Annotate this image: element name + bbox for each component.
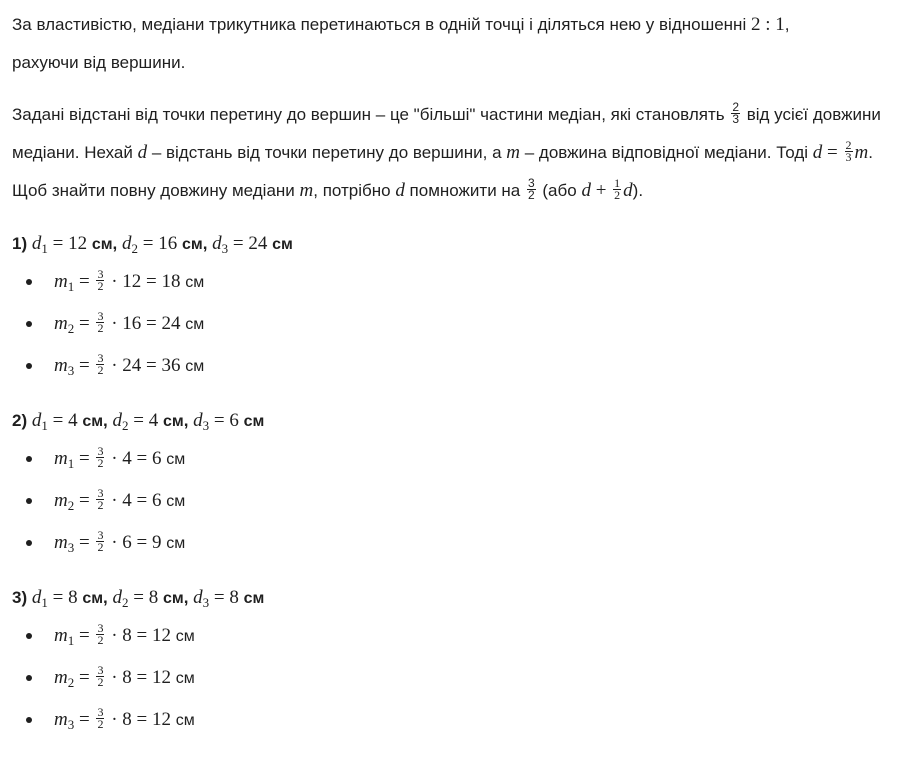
result: 6 [152,448,162,469]
denominator: 2 [97,633,104,648]
bullet-icon [26,675,32,681]
var-m: m [54,532,68,553]
var-m: m [299,180,314,201]
eq-sign: = [128,587,149,608]
unit: см [181,236,203,253]
intro-paragraph-1 [12,6,896,82]
numerator: 3 [97,267,104,282]
list-item [12,303,896,345]
d-value: 8 [148,587,159,608]
unit: см [162,413,184,430]
denominator: 2 [97,498,104,513]
unit: см [175,670,195,687]
text: – відстань від точки перетину до вершини, а [147,143,507,162]
d-value: 16 [158,233,178,254]
factor: 12 [122,271,142,292]
var-d: d [193,587,203,608]
eq-sign: = [131,490,152,511]
subscript: 3 [221,241,229,256]
dot: · [106,667,123,688]
result: 24 [161,313,181,334]
denominator: 2 [97,363,104,378]
section-label: 1) [12,234,28,253]
denominator: 2 [97,279,104,294]
result: 6 [152,490,162,511]
bullet-icon [26,363,32,369]
fraction [96,707,104,730]
var-d: d [581,180,591,201]
unit: см [166,451,186,468]
var-d: d [112,587,122,608]
section-heading [12,230,896,259]
bullet-icon [26,498,32,504]
text: від усієї довжини медіани. Нехай [12,105,881,162]
numerator: 3 [97,621,104,636]
unit: см [243,413,265,430]
unit: см [82,413,104,430]
subscript: 1 [67,633,75,648]
var-m: m [54,667,68,688]
separator: , [103,411,113,430]
unit: см [272,236,293,253]
eq-sign: = [74,709,95,730]
subscript: 1 [41,418,48,433]
var-m: m [54,355,68,376]
unit: см [162,590,184,607]
section-2 [12,407,896,564]
section-heading [12,584,896,613]
eq-sign: = [131,667,152,688]
eq-sign: = [74,667,95,688]
list-item [12,345,896,387]
plus-sign: + [590,180,612,201]
eq-sign: = [228,233,249,254]
unit: см [166,493,186,510]
d-value: 12 [68,233,88,254]
d-value: 4 [148,410,159,431]
d-value: 8 [68,587,78,608]
factor: 8 [122,667,132,688]
denominator: 2 [97,456,104,471]
unit: см [185,316,205,333]
fraction [96,530,104,553]
fraction-two-thirds [731,102,740,125]
factor: 8 [122,625,132,646]
fraction [96,446,104,469]
result: 18 [161,271,181,292]
var-d: d [812,142,823,163]
result: 9 [152,532,162,553]
denominator: 2 [97,717,104,732]
eq-sign: = [822,142,843,163]
factor: 4 [122,490,132,511]
denominator: 3 [732,112,739,127]
dot: · [106,709,123,730]
fraction [96,665,104,688]
section-3 [12,584,896,741]
numerator: 3 [527,176,535,191]
dot: · [106,532,123,553]
eq-sign: = [128,410,149,431]
list-item [12,522,896,564]
eq-sign: = [209,410,230,431]
section-label: 2) [12,411,28,430]
fraction [96,311,104,334]
separator: , [183,588,194,607]
var-m: m [506,142,521,163]
eq-sign: = [74,490,95,511]
intro-text: За властивістю, медіани трикутника перетинаються в одній точці і діляться нею у відношенні [12,15,751,34]
factor: 6 [122,532,132,553]
result-list [12,615,896,741]
bullet-icon [26,456,32,462]
eq-sign: = [131,532,152,553]
var-m: m [54,313,68,334]
subscript: 2 [131,241,138,256]
var-d: d [122,233,132,254]
d-value: 24 [248,233,268,254]
section-heading [12,407,896,436]
subscript: 3 [67,363,75,378]
ratio-math: 2 : 1 [750,14,785,35]
numerator: 3 [97,528,104,543]
var-d: d [193,410,203,431]
text: Задані відстані від точки перетину до вершин – це "більші" частини медіан, які становлять [12,105,730,124]
var-m: m [54,625,68,646]
fraction-three-halves [527,178,536,201]
var-m: m [854,142,869,163]
result: 36 [161,355,181,376]
dot: · [106,625,123,646]
eq-sign: = [74,271,95,292]
var-d: d [212,233,222,254]
subscript: 3 [67,540,75,555]
intro-paragraph-2 [12,96,896,210]
fraction [96,269,104,292]
var-d: d [137,142,148,163]
subscript: 1 [41,241,48,256]
eq-sign: = [74,313,95,334]
bullet-icon [26,321,32,327]
factor: 16 [122,313,142,334]
denominator: 3 [845,150,852,165]
numerator: 3 [97,705,104,720]
eq-sign: = [131,448,152,469]
text: ). [632,181,644,200]
subscript: 1 [67,279,75,294]
subscript: 3 [67,717,75,732]
dot: · [106,448,123,469]
section-label: 3) [12,588,28,607]
numerator: 3 [97,351,104,366]
punctuation: , [784,15,790,34]
numerator: 1 [614,176,621,191]
unit: см [166,535,186,552]
fraction [96,488,104,511]
eq-sign: = [74,355,95,376]
dot: · [106,313,123,334]
subscript: 2 [67,498,75,513]
bullet-icon [26,279,32,285]
list-item [12,261,896,303]
result: 12 [152,667,171,688]
denominator: 2 [97,540,104,555]
var-d: d [31,233,42,254]
list-item [12,699,896,741]
text: , потрібно [313,181,396,200]
var-m: m [54,709,68,730]
equation-d-eq-two-thirds-m [812,138,869,165]
var-m: m [54,490,68,511]
eq-sign: = [47,587,69,608]
list-item [12,438,896,480]
denominator: 2 [614,188,621,203]
separator: , [103,588,113,607]
numerator: 2 [732,100,739,115]
denominator: 2 [97,675,104,690]
eq-sign: = [141,271,162,292]
d-value: 6 [229,410,239,431]
fraction [96,353,104,376]
numerator: 3 [97,309,104,324]
var-d: d [623,180,633,201]
list-item [12,480,896,522]
numerator: 3 [97,486,104,501]
unit: см [243,590,265,607]
equation-d-plus-half-d [581,176,633,203]
unit: см [91,236,113,253]
subscript: 3 [202,595,210,610]
text: помножити на [404,181,525,200]
text: (або [537,181,582,200]
subscript: 2 [67,321,75,336]
text: . Щоб знайти повну довжину медіани [12,143,873,200]
unit: см [175,712,195,729]
eq-sign: = [131,625,152,646]
factor: 8 [122,709,132,730]
eq-sign: = [138,233,159,254]
unit: см [185,274,205,291]
var-d: d [31,587,42,608]
d-value: 4 [68,410,78,431]
fraction [96,623,104,646]
eq-sign: = [47,410,69,431]
factor: 4 [122,448,132,469]
numerator: 3 [97,444,104,459]
list-item [12,657,896,699]
eq-sign: = [141,313,162,334]
intro-text-line2: рахуючи від вершини. [12,53,186,72]
subscript: 2 [122,595,129,610]
section-1 [12,230,896,387]
eq-sign: = [74,448,95,469]
result-list [12,438,896,564]
unit: см [82,590,104,607]
var-m: m [54,271,68,292]
fraction [845,140,853,163]
subscript: 1 [67,456,75,471]
subscript: 2 [122,418,129,433]
unit: см [185,358,205,375]
result: 12 [152,709,171,730]
d-value: 8 [229,587,239,608]
var-d: d [395,180,405,201]
numerator: 2 [845,138,852,153]
dot: · [106,271,123,292]
eq-sign: = [131,709,152,730]
dot: · [106,490,123,511]
separator: , [112,234,122,253]
var-m: m [54,448,68,469]
text: – довжина відповідної медіани. Тоді [520,143,813,162]
eq-sign: = [74,532,95,553]
subscript: 1 [41,595,48,610]
result-list [12,261,896,387]
bullet-icon [26,717,32,723]
bullet-icon [26,633,32,639]
eq-sign: = [141,355,162,376]
result: 12 [152,625,171,646]
var-d: d [112,410,122,431]
denominator: 2 [97,321,104,336]
list-item [12,615,896,657]
eq-sign: = [74,625,95,646]
bullet-icon [26,540,32,546]
eq-sign: = [47,233,69,254]
subscript: 2 [67,675,75,690]
numerator: 3 [97,663,104,678]
factor: 24 [122,355,142,376]
separator: , [202,234,213,253]
fraction-half [613,178,621,201]
subscript: 3 [202,418,210,433]
var-d: d [31,410,42,431]
eq-sign: = [209,587,230,608]
separator: , [183,411,194,430]
dot: · [106,355,123,376]
denominator: 2 [527,188,535,203]
unit: см [175,628,195,645]
